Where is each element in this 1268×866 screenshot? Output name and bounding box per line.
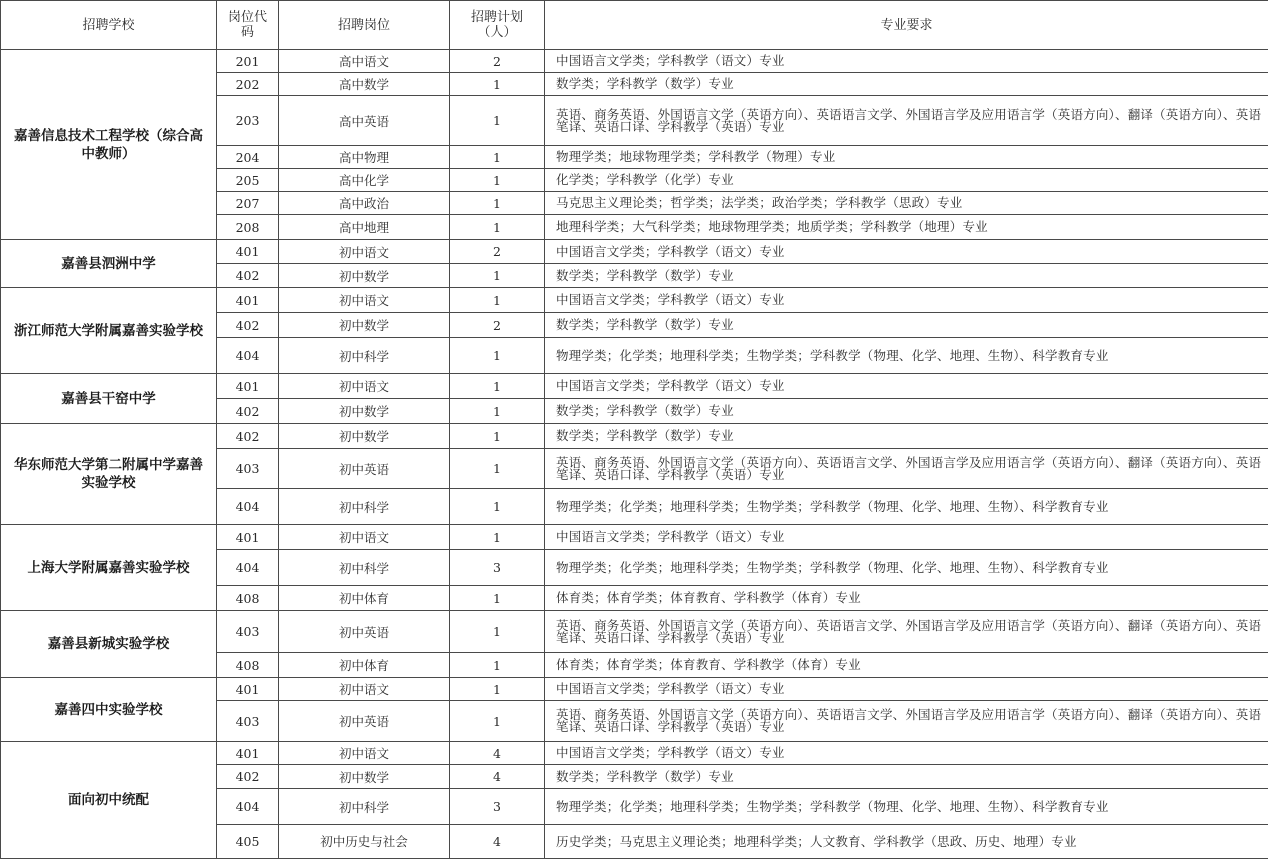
table-row xyxy=(1,50,1268,73)
position-name-cell: 高中语文 xyxy=(279,50,450,73)
position-code-cell: 403 xyxy=(217,449,279,489)
requirement-cell: 中国语言文学类；学科教学（语文）专业 xyxy=(545,288,1268,313)
position-code-cell: 402 xyxy=(217,313,279,338)
table-row xyxy=(1,611,1268,653)
position-code-cell: 402 xyxy=(217,399,279,424)
position-name-cell: 初中体育 xyxy=(279,586,450,611)
requirement-cell: 物理学类；化学类；地理科学类；生物学类；学科教学（物理、化学、地理、生物）、科学教育专业 xyxy=(545,789,1268,825)
plan-count-cell: 4 xyxy=(450,765,545,789)
plan-count-cell: 2 xyxy=(450,50,545,73)
table-body xyxy=(1,50,1268,859)
position-code-cell: 202 xyxy=(217,73,279,96)
position-code-cell: 204 xyxy=(217,146,279,169)
position-code-cell: 408 xyxy=(217,653,279,678)
position-name-cell: 初中英语 xyxy=(279,449,450,489)
school-name: 嘉善信息技术工程学校（综合高中教师） xyxy=(1,50,217,240)
plan-count-cell: 1 xyxy=(450,192,545,215)
position-name-cell: 高中化学 xyxy=(279,169,450,192)
plan-count-cell: 1 xyxy=(450,611,545,653)
position-code-cell: 401 xyxy=(217,678,279,701)
position-name-cell: 初中数学 xyxy=(279,424,450,449)
header-code: 岗位代码 xyxy=(217,1,279,50)
position-code-cell: 401 xyxy=(217,288,279,313)
requirement-cell: 马克思主义理论类；哲学类；法学类；政治学类；学科教学（思政）专业 xyxy=(545,192,1268,215)
table-row xyxy=(1,424,1268,449)
plan-count-cell: 1 xyxy=(450,489,545,525)
position-code-cell: 403 xyxy=(217,611,279,653)
plan-count-cell: 1 xyxy=(450,146,545,169)
plan-count-cell: 2 xyxy=(450,313,545,338)
plan-count-cell: 1 xyxy=(450,169,545,192)
plan-count-cell: 1 xyxy=(450,264,545,288)
requirement-cell: 地理科学类；大气科学类；地球物理学类；地质学类；学科教学（地理）专业 xyxy=(545,215,1268,240)
requirement-cell: 中国语言文学类；学科教学（语文）专业 xyxy=(545,742,1268,765)
position-code-cell: 402 xyxy=(217,264,279,288)
position-name-cell: 初中语文 xyxy=(279,240,450,264)
plan-count-cell: 2 xyxy=(450,240,545,264)
requirement-cell: 化学类；学科教学（化学）专业 xyxy=(545,169,1268,192)
plan-count-cell: 1 xyxy=(450,288,545,313)
position-code-cell: 404 xyxy=(217,550,279,586)
position-name-cell: 高中数学 xyxy=(279,73,450,96)
position-name-cell: 初中数学 xyxy=(279,264,450,288)
position-name-cell: 初中英语 xyxy=(279,701,450,742)
header-plan: 招聘计划（人） xyxy=(450,1,545,50)
header-position: 招聘岗位 xyxy=(279,1,450,50)
position-name-cell: 初中科学 xyxy=(279,338,450,374)
position-name-cell: 初中科学 xyxy=(279,489,450,525)
plan-count-cell: 1 xyxy=(450,338,545,374)
position-code-cell: 404 xyxy=(217,789,279,825)
plan-count-cell: 1 xyxy=(450,701,545,742)
plan-count-cell: 3 xyxy=(450,789,545,825)
position-code-cell: 205 xyxy=(217,169,279,192)
position-code-cell: 402 xyxy=(217,424,279,449)
position-name-cell: 初中历史与社会 xyxy=(279,825,450,859)
school-name: 浙江师范大学附属嘉善实验学校 xyxy=(1,288,217,374)
requirement-cell: 中国语言文学类；学科教学（语文）专业 xyxy=(545,50,1268,73)
school-name: 上海大学附属嘉善实验学校 xyxy=(1,525,217,611)
plan-count-cell: 1 xyxy=(450,678,545,701)
position-name-cell: 初中科学 xyxy=(279,550,450,586)
plan-count-cell: 1 xyxy=(450,399,545,424)
school-name: 嘉善县干窑中学 xyxy=(1,374,217,424)
position-code-cell: 404 xyxy=(217,489,279,525)
requirement-cell: 历史学类；马克思主义理论类；地理科学类；人文教育、学科教学（思政、历史、地理）专业 xyxy=(545,825,1268,859)
requirement-cell: 数学类；学科教学（数学）专业 xyxy=(545,73,1268,96)
table-row xyxy=(1,374,1268,399)
position-name-cell: 高中英语 xyxy=(279,96,450,146)
requirement-cell: 英语、商务英语、外国语言文学（英语方向）、英语语言文学、外国语言学及应用语言学（英语方向）、翻译（英语方向）、英语笔译、英语口译、学科教学（英语）专业 xyxy=(545,611,1268,653)
school-name: 嘉善县泗洲中学 xyxy=(1,240,217,288)
table-row xyxy=(1,678,1268,701)
school-name: 华东师范大学第二附属中学嘉善实验学校 xyxy=(1,424,217,525)
position-code-cell: 401 xyxy=(217,742,279,765)
position-code-cell: 408 xyxy=(217,586,279,611)
position-code-cell: 402 xyxy=(217,765,279,789)
position-name-cell: 初中科学 xyxy=(279,789,450,825)
header-requirement: 专业要求 xyxy=(545,1,1268,50)
plan-count-cell: 1 xyxy=(450,653,545,678)
position-code-cell: 207 xyxy=(217,192,279,215)
position-name-cell: 初中数学 xyxy=(279,399,450,424)
plan-count-cell: 1 xyxy=(450,96,545,146)
plan-count-cell: 1 xyxy=(450,424,545,449)
requirement-cell: 数学类；学科教学（数学）专业 xyxy=(545,765,1268,789)
school-name: 嘉善四中实验学校 xyxy=(1,678,217,742)
requirement-cell: 英语、商务英语、外国语言文学（英语方向）、英语语言文学、外国语言学及应用语言学（英语方向）、翻译（英语方向）、英语笔译、英语口译、学科教学（英语）专业 xyxy=(545,96,1268,146)
plan-count-cell: 1 xyxy=(450,374,545,399)
position-name-cell: 初中语文 xyxy=(279,742,450,765)
requirement-cell: 体育类；体育学类；体育教育、学科教学（体育）专业 xyxy=(545,586,1268,611)
plan-count-cell: 1 xyxy=(450,73,545,96)
plan-count-cell: 1 xyxy=(450,586,545,611)
plan-count-cell: 1 xyxy=(450,215,545,240)
requirement-cell: 物理学类；化学类；地理科学类；生物学类；学科教学（物理、化学、地理、生物）、科学教育专业 xyxy=(545,338,1268,374)
requirement-cell: 中国语言文学类；学科教学（语文）专业 xyxy=(545,240,1268,264)
position-name-cell: 高中地理 xyxy=(279,215,450,240)
plan-count-cell: 1 xyxy=(450,525,545,550)
requirement-cell: 数学类；学科教学（数学）专业 xyxy=(545,424,1268,449)
position-name-cell: 初中语文 xyxy=(279,525,450,550)
position-code-cell: 201 xyxy=(217,50,279,73)
requirement-cell: 英语、商务英语、外国语言文学（英语方向）、英语语言文学、外国语言学及应用语言学（英语方向）、翻译（英语方向）、英语笔译、英语口译、学科教学（英语）专业 xyxy=(545,701,1268,742)
header-row xyxy=(1,1,1268,50)
position-name-cell: 初中语文 xyxy=(279,374,450,399)
table-row xyxy=(1,240,1268,264)
plan-count-cell: 1 xyxy=(450,449,545,489)
plan-count-cell: 4 xyxy=(450,825,545,859)
position-code-cell: 403 xyxy=(217,701,279,742)
requirement-cell: 数学类；学科教学（数学）专业 xyxy=(545,313,1268,338)
school-name: 面向初中统配 xyxy=(1,742,217,859)
position-name-cell: 初中语文 xyxy=(279,288,450,313)
requirement-cell: 数学类；学科教学（数学）专业 xyxy=(545,399,1268,424)
position-name-cell: 初中英语 xyxy=(279,611,450,653)
position-code-cell: 404 xyxy=(217,338,279,374)
position-code-cell: 405 xyxy=(217,825,279,859)
requirement-cell: 体育类；体育学类；体育教育、学科教学（体育）专业 xyxy=(545,653,1268,678)
requirement-cell: 中国语言文学类；学科教学（语文）专业 xyxy=(545,678,1268,701)
plan-count-cell: 3 xyxy=(450,550,545,586)
requirement-cell: 中国语言文学类；学科教学（语文）专业 xyxy=(545,374,1268,399)
requirement-cell: 英语、商务英语、外国语言文学（英语方向）、英语语言文学、外国语言学及应用语言学（英语方向）、翻译（英语方向）、英语笔译、英语口译、学科教学（英语）专业 xyxy=(545,449,1268,489)
position-code-cell: 401 xyxy=(217,525,279,550)
table-row xyxy=(1,742,1268,765)
header-school: 招聘学校 xyxy=(1,1,217,50)
requirement-cell: 物理学类；化学类；地理科学类；生物学类；学科教学（物理、化学、地理、生物）、科学教育专业 xyxy=(545,550,1268,586)
requirement-cell: 中国语言文学类；学科教学（语文）专业 xyxy=(545,525,1268,550)
school-name: 嘉善县新城实验学校 xyxy=(1,611,217,678)
position-name-cell: 初中体育 xyxy=(279,653,450,678)
requirement-cell: 物理学类；地球物理学类；学科教学（物理）专业 xyxy=(545,146,1268,169)
requirement-cell: 数学类；学科教学（数学）专业 xyxy=(545,264,1268,288)
position-name-cell: 初中数学 xyxy=(279,313,450,338)
position-name-cell: 初中语文 xyxy=(279,678,450,701)
position-name-cell: 高中物理 xyxy=(279,146,450,169)
position-code-cell: 401 xyxy=(217,374,279,399)
table-row xyxy=(1,288,1268,313)
position-code-cell: 208 xyxy=(217,215,279,240)
table-row xyxy=(1,525,1268,550)
position-code-cell: 401 xyxy=(217,240,279,264)
position-code-cell: 203 xyxy=(217,96,279,146)
plan-count-cell: 4 xyxy=(450,742,545,765)
requirement-cell: 物理学类；化学类；地理科学类；生物学类；学科教学（物理、化学、地理、生物）、科学教育专业 xyxy=(545,489,1268,525)
position-name-cell: 高中政治 xyxy=(279,192,450,215)
position-name-cell: 初中数学 xyxy=(279,765,450,789)
